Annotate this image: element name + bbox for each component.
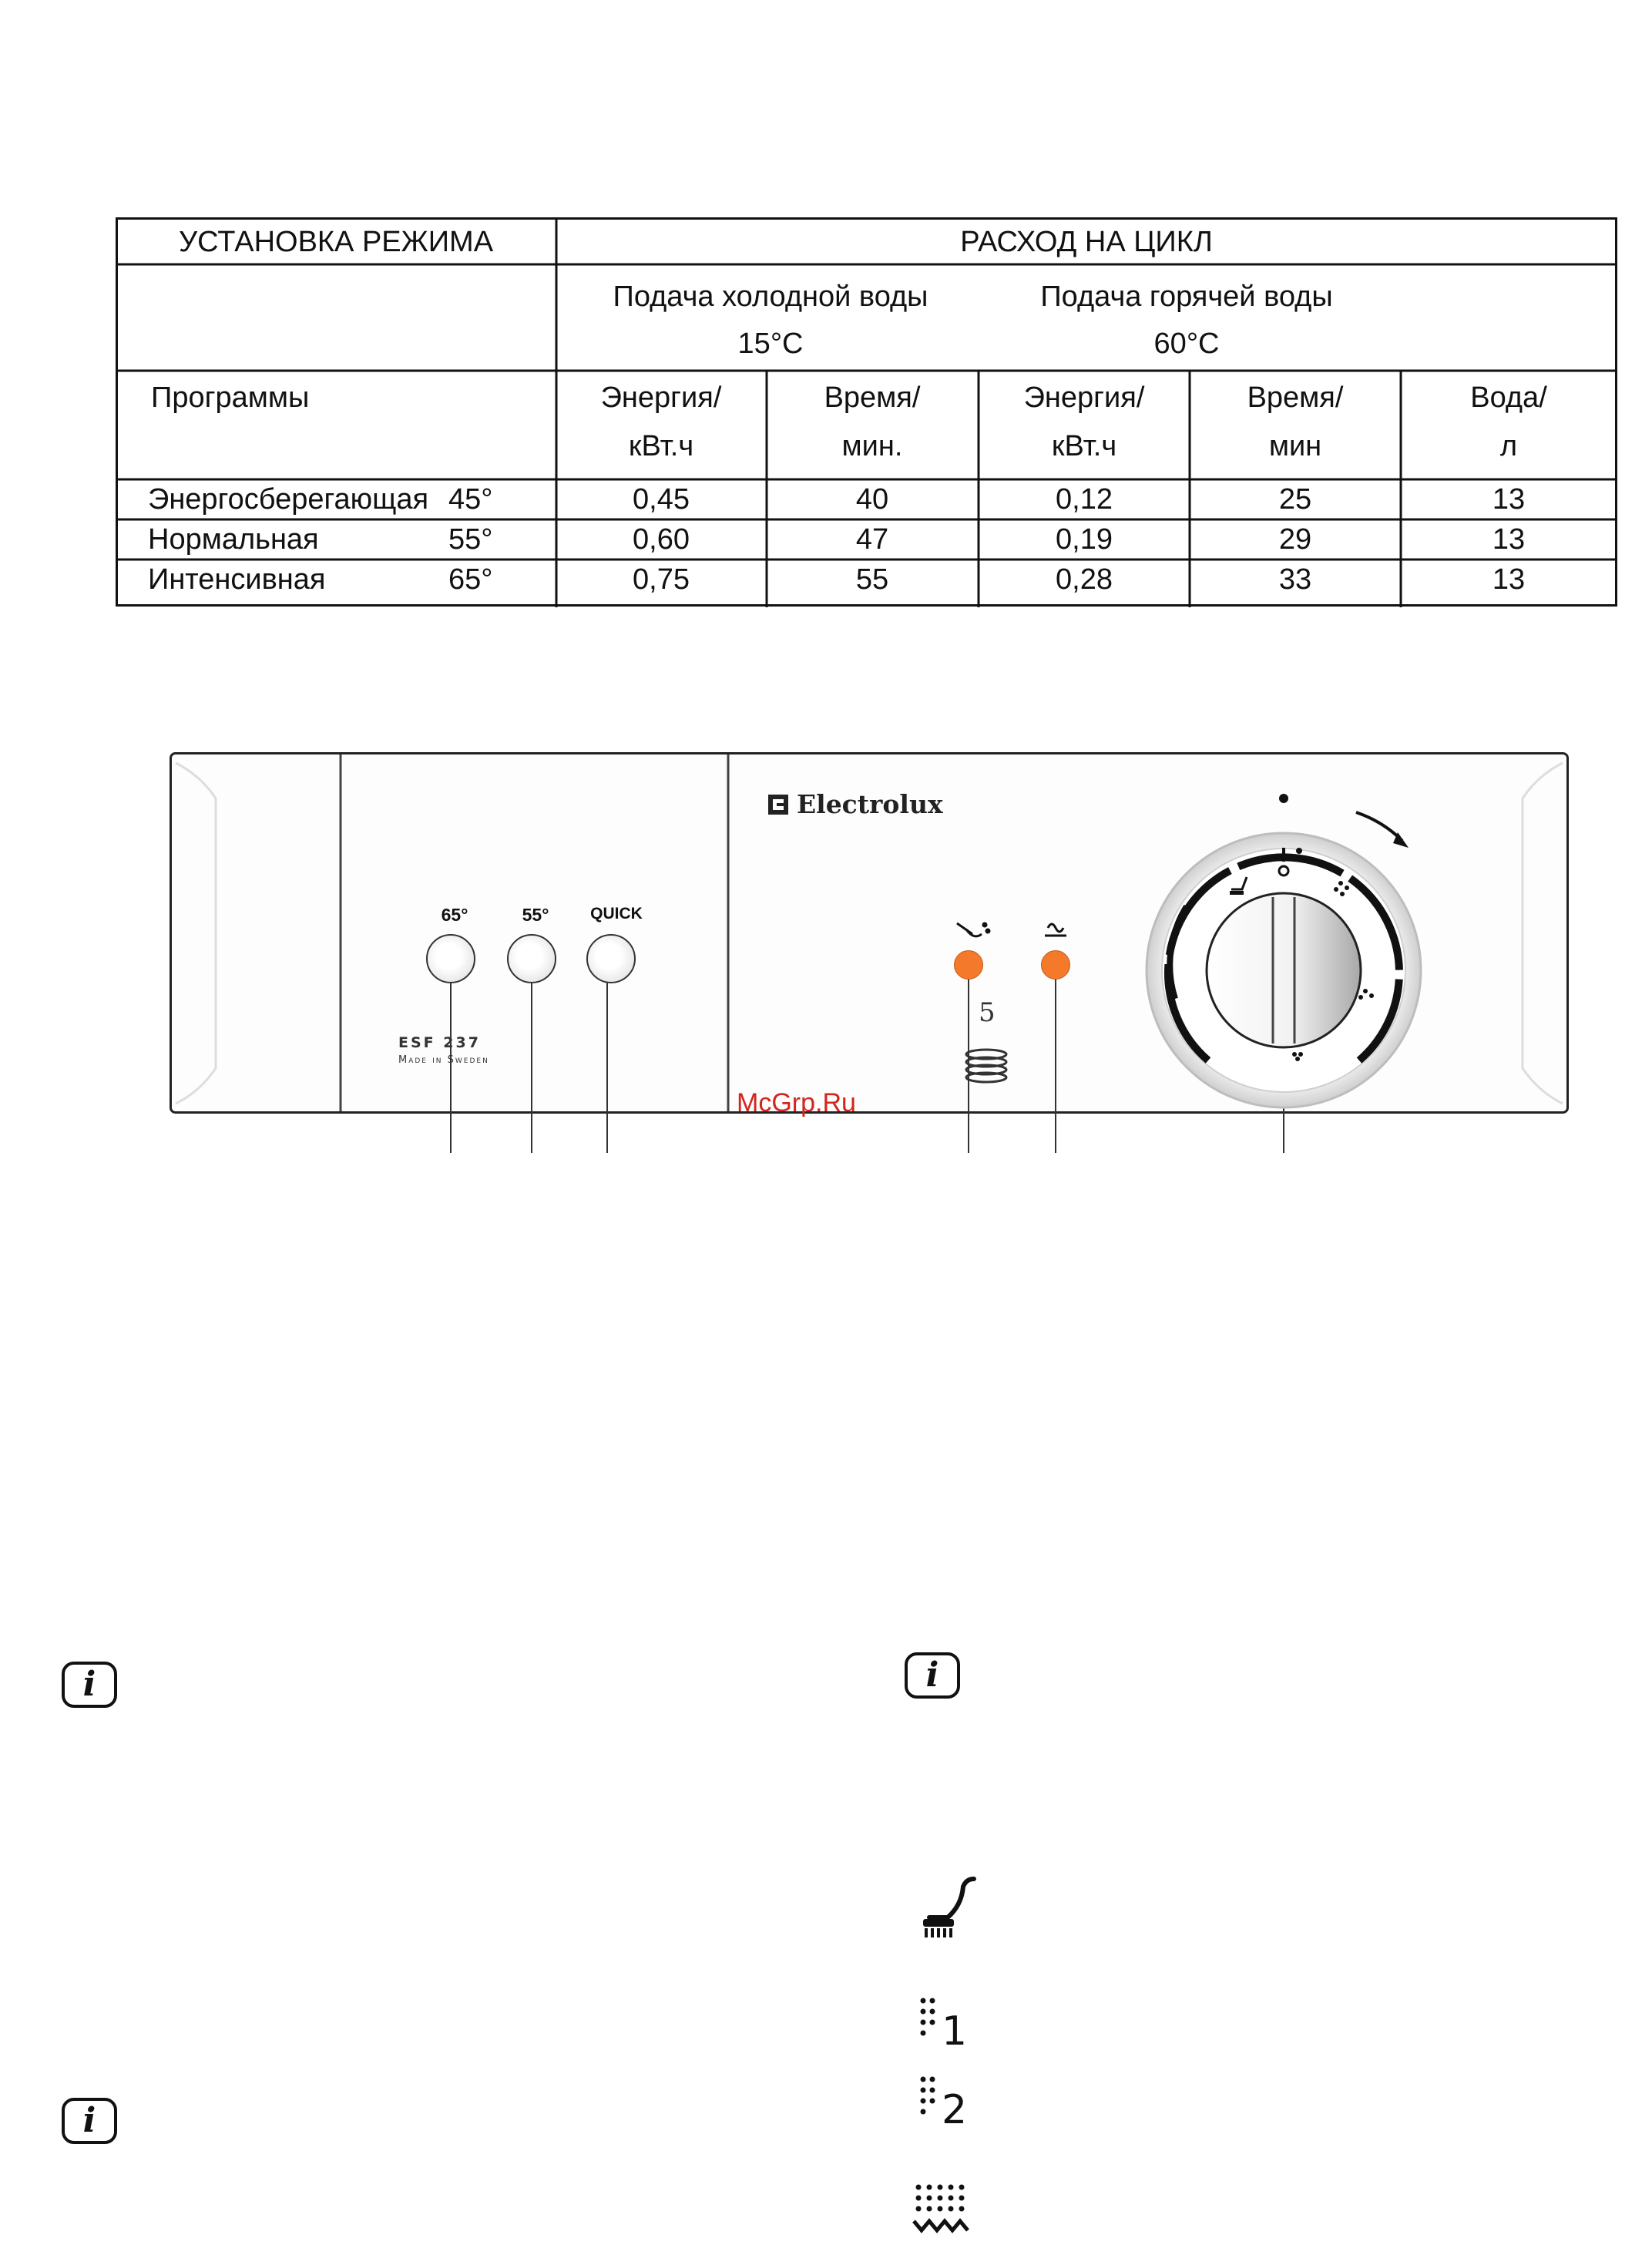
place-settings-number: 5 (979, 997, 996, 1028)
watermark: McGrp.Ru (737, 1088, 856, 1117)
table-cell: 13 (1492, 523, 1526, 556)
program-55-button[interactable] (507, 934, 556, 983)
table-cell: 0,12 (1056, 483, 1113, 516)
program-65-button[interactable] (426, 934, 475, 983)
column-header: Время/ (824, 381, 921, 414)
button-label-quick: QUICK (590, 905, 643, 922)
rinse-aid-indicator-lamp (1041, 950, 1070, 980)
column-unit: мин. (841, 430, 903, 462)
hot-water-label: Подача горячей воды (1040, 281, 1333, 313)
table-cell: 25 (1278, 483, 1312, 516)
button-label-65: 65° (441, 905, 468, 925)
table-cell: 0,28 (1056, 563, 1113, 596)
rinse-1-drops-icon (918, 1995, 942, 2048)
button-label-55: 55° (522, 905, 549, 925)
main-wash-icon (909, 2181, 979, 2250)
table-cell: 33 (1278, 563, 1312, 596)
hot-water-temp: 60°C (1153, 328, 1220, 360)
table-row-temp: 45° (448, 483, 493, 516)
column-header: Энергия/ (600, 381, 722, 414)
column-unit: кВт.ч (1051, 430, 1117, 462)
rinse-2-drops-icon (918, 2073, 942, 2127)
program-quick-button[interactable] (586, 934, 636, 983)
header-consumption-per-cycle: РАСХОД НА ЦИКЛ (960, 226, 1213, 258)
table-cell: 0,45 (633, 483, 690, 516)
electrolux-logo-icon (768, 795, 788, 815)
table-cell: 40 (855, 483, 889, 516)
header-mode-setting: УСТАНОВКА РЕЖИМА (178, 226, 494, 258)
prewash-brush-icon (912, 1874, 982, 1944)
column-header: Энергия/ (1023, 381, 1145, 414)
table-cell: 13 (1492, 563, 1526, 596)
info-icon: i (62, 2098, 117, 2144)
dishwasher-control-panel (170, 752, 1587, 1122)
info-icon: i (905, 1652, 960, 1699)
programs-label: Программы (151, 381, 310, 414)
table-cell: 0,75 (633, 563, 690, 596)
cold-water-temp: 15°C (737, 328, 804, 360)
cold-water-label: Подача холодной воды (613, 281, 928, 313)
made-in-label: Made in Sweden (398, 1054, 489, 1066)
table-cell: 47 (855, 523, 889, 556)
program-dial-knob[interactable] (1196, 889, 1372, 1053)
column-unit: кВт.ч (628, 430, 694, 462)
table-row-program: Энергосберегающая (148, 483, 429, 516)
table-cell: 29 (1278, 523, 1312, 556)
model-number: ESF 237 (398, 1034, 481, 1051)
table-cell: 13 (1492, 483, 1526, 516)
table-row-program: Нормальная (148, 523, 319, 556)
consumption-table (116, 217, 1652, 607)
column-unit: л (1499, 430, 1518, 462)
rinse-1-number: 1 (942, 2008, 968, 2055)
brand-name: Electrolux (797, 789, 943, 819)
column-header: Время/ (1247, 381, 1344, 414)
column-unit: мин (1268, 430, 1322, 462)
table-row-temp: 65° (448, 563, 493, 596)
table-cell: 0,60 (633, 523, 690, 556)
table-row-temp: 55° (448, 523, 493, 556)
salt-indicator-lamp (954, 950, 983, 980)
table-row-program: Интенсивная (148, 563, 326, 596)
table-cell: 55 (855, 563, 889, 596)
table-cell: 0,19 (1056, 523, 1113, 556)
column-header: Вода/ (1470, 381, 1547, 414)
rinse-2-number: 2 (942, 2087, 968, 2133)
info-icon: i (62, 1662, 117, 1708)
